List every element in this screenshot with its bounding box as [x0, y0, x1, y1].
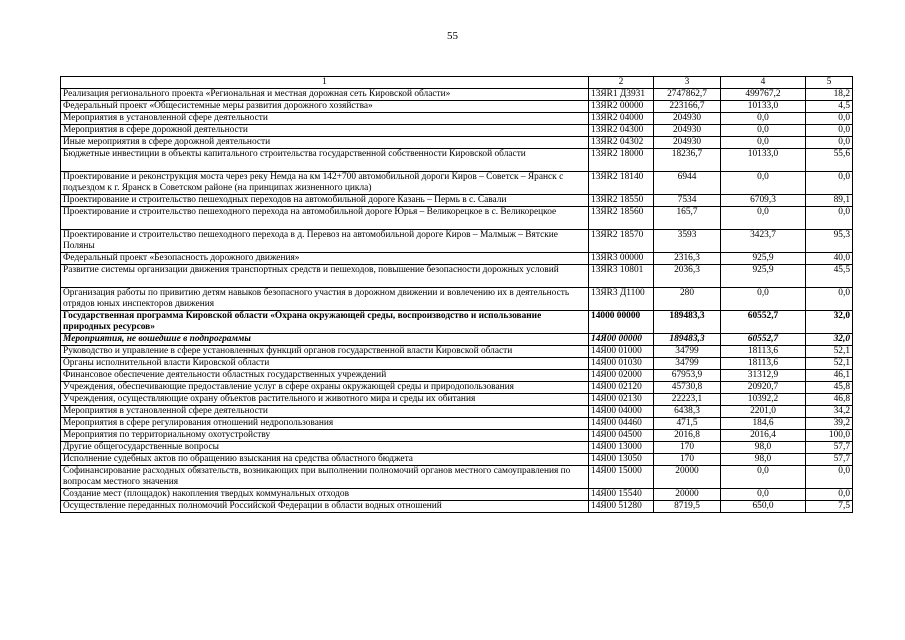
table-row [61, 149, 853, 172]
row-value-3: 18236,7 [654, 149, 721, 172]
row-code: 14Я00 51280 [589, 501, 654, 513]
row-value-5: 0,0 [806, 172, 853, 195]
row-value-3: 223166,7 [654, 101, 721, 113]
row-name: Организация работы по привитию детям навыков безопасного участия в дорожном движении и вовлечению их в деятельность отрядов юных инспекторов движения [61, 288, 589, 311]
row-value-3: 3593 [654, 230, 721, 253]
row-value-5: 40,0 [806, 253, 853, 265]
table-row [61, 125, 853, 137]
row-name: Софинансирование расходных обязательств, возникающих при выполнении полномочий органов местного самоуправления по вопросам местного значения [61, 466, 589, 489]
row-value-4: 10392,2 [721, 394, 806, 406]
row-value-3: 170 [654, 454, 721, 466]
row-code: 14Я00 13050 [589, 454, 654, 466]
row-value-5: 18,2 [806, 89, 853, 101]
table-row [61, 230, 853, 253]
row-value-5: 46,8 [806, 394, 853, 406]
row-name: Мероприятия, не вошедшие в подпрограммы [61, 334, 589, 346]
row-value-3: 6438,3 [654, 406, 721, 418]
row-value-3: 2316,3 [654, 253, 721, 265]
row-value-4: 3423,7 [721, 230, 806, 253]
table-row [61, 137, 853, 149]
row-value-4: 0,0 [721, 489, 806, 501]
row-value-4: 2016,4 [721, 430, 806, 442]
row-value-4: 60552,7 [721, 311, 806, 334]
row-value-5: 0,0 [806, 288, 853, 311]
table-row [61, 346, 853, 358]
row-value-4: 184,6 [721, 418, 806, 430]
row-value-4: 0,0 [721, 466, 806, 489]
row-value-4: 10133,0 [721, 101, 806, 113]
row-value-3: 204930 [654, 113, 721, 125]
row-code: 14Я00 04000 [589, 406, 654, 418]
row-value-5: 4,5 [806, 101, 853, 113]
row-value-5: 34,2 [806, 406, 853, 418]
row-value-4: 0,0 [721, 137, 806, 149]
row-value-5: 0,0 [806, 125, 853, 137]
row-value-4: 98,0 [721, 442, 806, 454]
row-value-5: 0,0 [806, 466, 853, 489]
row-code: 13ЯR2 04302 [589, 137, 654, 149]
table-row [61, 382, 853, 394]
row-name: Финансовое обеспечение деятельности областных государственных учреждений [61, 370, 589, 382]
table-row [61, 501, 853, 513]
row-code: 14Я00 15000 [589, 466, 654, 489]
row-value-3: 45730,8 [654, 382, 721, 394]
row-value-4: 2201,0 [721, 406, 806, 418]
row-name: Реализация регионального проекта «Региональная и местная дорожная сеть Кировской области» [61, 89, 589, 101]
table-row [61, 418, 853, 430]
row-name: Мероприятия в установленной сфере деятельности [61, 113, 589, 125]
row-value-3: 170 [654, 442, 721, 454]
row-value-4: 0,0 [721, 172, 806, 195]
row-name: Создание мест (площадок) накопления твердых коммунальных отходов [61, 489, 589, 501]
row-value-3: 189483,3 [654, 334, 721, 346]
row-code: 14Я00 01000 [589, 346, 654, 358]
row-value-5: 52,1 [806, 358, 853, 370]
row-value-4: 31312,9 [721, 370, 806, 382]
row-code: 13ЯR2 18560 [589, 207, 654, 230]
row-value-5: 52,1 [806, 346, 853, 358]
row-name: Органы исполнительной власти Кировской области [61, 358, 589, 370]
row-value-3: 8719,5 [654, 501, 721, 513]
table-row [61, 334, 853, 346]
row-name: Руководство и управление в сфере установленных функций органов государственной власти Кировской области [61, 346, 589, 358]
row-value-4: 499767,2 [721, 89, 806, 101]
row-value-3: 204930 [654, 137, 721, 149]
row-value-4: 925,9 [721, 253, 806, 265]
row-value-4: 10133,0 [721, 149, 806, 172]
row-value-3: 67953,9 [654, 370, 721, 382]
row-name: Развитие системы организации движения транспортных средств и пешеходов, повышение безопасности дорожных условий [61, 265, 589, 288]
table-header-row [61, 77, 853, 89]
row-name: Другие общегосударственные вопросы [61, 442, 589, 454]
row-name: Мероприятия в сфере дорожной деятельности [61, 125, 589, 137]
table-row [61, 172, 853, 195]
row-name: Проектирование и строительство пешеходных переходов на автомобильной дороге Казань – Пермь в с. Савали [61, 195, 589, 207]
row-name: Исполнение судебных актов по обращению взыскания на средства областного бюджета [61, 454, 589, 466]
row-value-4: 650,0 [721, 501, 806, 513]
row-value-4: 18113,6 [721, 358, 806, 370]
row-value-4: 18113,6 [721, 346, 806, 358]
row-value-3: 2016,8 [654, 430, 721, 442]
row-value-3: 34799 [654, 346, 721, 358]
header-col-3: 3 [654, 77, 721, 89]
row-value-4: 98,0 [721, 454, 806, 466]
row-value-5: 39,2 [806, 418, 853, 430]
table-row [61, 358, 853, 370]
row-code: 13ЯR2 18570 [589, 230, 654, 253]
row-code: 13ЯR3 00000 [589, 253, 654, 265]
row-value-3: 2036,3 [654, 265, 721, 288]
row-value-5: 7,5 [806, 501, 853, 513]
row-name: Государственная программа Кировской области «Охрана окружающей среды, воспроизводство и использование природных ресурсов» [61, 311, 589, 334]
row-name: Федеральный проект «Общесистемные меры развития дорожного хозяйства» [61, 101, 589, 113]
row-value-5: 0,0 [806, 489, 853, 501]
row-value-3: 20000 [654, 489, 721, 501]
row-value-3: 7534 [654, 195, 721, 207]
row-value-5: 57,7 [806, 454, 853, 466]
row-value-5: 32,0 [806, 334, 853, 346]
table-row [61, 265, 853, 288]
row-code: 14Я00 02000 [589, 370, 654, 382]
row-value-3: 165,7 [654, 207, 721, 230]
row-name: Проектирование и строительство пешеходного перехода в д. Перевоз на автомобильной дороге Киров – Малмыж – Вятские Поляны [61, 230, 589, 253]
row-value-5: 89,1 [806, 195, 853, 207]
page-number: 55 [447, 30, 458, 42]
table-row [61, 430, 853, 442]
row-code: 14000 00000 [589, 311, 654, 334]
row-name: Проектирование и строительство пешеходного перехода на автомобильной дороге Юрья – Великорецкое в с. Великорецкое [61, 207, 589, 230]
row-value-5: 0,0 [806, 113, 853, 125]
row-value-3: 2747862,7 [654, 89, 721, 101]
header-col-5: 5 [806, 77, 853, 89]
table-row [61, 406, 853, 418]
row-value-4: 0,0 [721, 207, 806, 230]
row-value-4: 0,0 [721, 113, 806, 125]
header-col-1: 1 [61, 77, 589, 89]
table-row [61, 113, 853, 125]
row-code: 14Я00 01030 [589, 358, 654, 370]
table-row [61, 89, 853, 101]
row-name: Мероприятия по территориальному охотустройству [61, 430, 589, 442]
header-col-4: 4 [721, 77, 806, 89]
row-name: Иные мероприятия в сфере дорожной деятельности [61, 137, 589, 149]
table-row [61, 394, 853, 406]
budget-table [60, 76, 853, 513]
row-code: 13ЯR2 18140 [589, 172, 654, 195]
row-value-5: 0,0 [806, 207, 853, 230]
row-value-3: 6944 [654, 172, 721, 195]
row-code: 13ЯR2 04000 [589, 113, 654, 125]
row-value-5: 45,5 [806, 265, 853, 288]
row-value-4: 0,0 [721, 125, 806, 137]
row-value-3: 280 [654, 288, 721, 311]
row-name: Мероприятия в установленной сфере деятельности [61, 406, 589, 418]
row-value-4: 20920,7 [721, 382, 806, 394]
table-row [61, 442, 853, 454]
row-name: Мероприятия в сфере регулирования отношений недропользования [61, 418, 589, 430]
row-code: 14Я00 13000 [589, 442, 654, 454]
row-value-5: 95,3 [806, 230, 853, 253]
table-row [61, 195, 853, 207]
row-value-5: 0,0 [806, 137, 853, 149]
row-value-3: 20000 [654, 466, 721, 489]
table-row [61, 489, 853, 501]
table-row [61, 466, 853, 489]
table-row [61, 101, 853, 113]
row-code: 14Я00 04500 [589, 430, 654, 442]
row-code: 14Я00 04460 [589, 418, 654, 430]
row-code: 13ЯR2 04300 [589, 125, 654, 137]
row-value-3: 34799 [654, 358, 721, 370]
table-row [61, 207, 853, 230]
row-code: 13ЯR2 00000 [589, 101, 654, 113]
row-code: 14Я00 15540 [589, 489, 654, 501]
row-code: 13ЯR2 18550 [589, 195, 654, 207]
row-value-4: 925,9 [721, 265, 806, 288]
row-code: 13ЯR2 18000 [589, 149, 654, 172]
row-code: 13ЯR3 Д1100 [589, 288, 654, 311]
row-value-5: 100,0 [806, 430, 853, 442]
row-value-3: 471,5 [654, 418, 721, 430]
row-name: Учреждения, осуществляющие охрану объектов растительного и животного мира и среды их обитания [61, 394, 589, 406]
row-value-3: 189483,3 [654, 311, 721, 334]
row-value-5: 45,8 [806, 382, 853, 394]
row-name: Федеральный проект «Безопасность дорожного движения» [61, 253, 589, 265]
table-row [61, 311, 853, 334]
row-code: 13ЯR1 Д3931 [589, 89, 654, 101]
row-code: 13ЯR3 10801 [589, 265, 654, 288]
row-name: Учреждения, обеспечивающие предоставление услуг в сфере охраны окружающей среды и природопользования [61, 382, 589, 394]
row-value-5: 46,1 [806, 370, 853, 382]
row-value-4: 60552,7 [721, 334, 806, 346]
row-code: 14Я00 00000 [589, 334, 654, 346]
row-name: Бюджетные инвестиции в объекты капитального строительства государственной собственности Кировской области [61, 149, 589, 172]
table-row [61, 253, 853, 265]
row-value-3: 204930 [654, 125, 721, 137]
row-code: 14Я00 02130 [589, 394, 654, 406]
row-value-5: 32,0 [806, 311, 853, 334]
row-name: Проектирование и реконструкция моста через реку Немда на км 142+700 автомобильной дороги Киров – Советск – Яранск с подъездом к г. Яранск в Советском районе (на принципах жизненного цикла) [61, 172, 589, 195]
row-value-3: 22223,1 [654, 394, 721, 406]
row-value-5: 55,6 [806, 149, 853, 172]
row-name: Осуществление переданных полномочий Российской Федерации в области водных отношений [61, 501, 589, 513]
row-value-5: 57,7 [806, 442, 853, 454]
row-code: 14Я00 02120 [589, 382, 654, 394]
table-row [61, 454, 853, 466]
table-row [61, 370, 853, 382]
table-row [61, 288, 853, 311]
row-value-4: 6709,3 [721, 195, 806, 207]
header-col-2: 2 [589, 77, 654, 89]
row-value-4: 0,0 [721, 288, 806, 311]
